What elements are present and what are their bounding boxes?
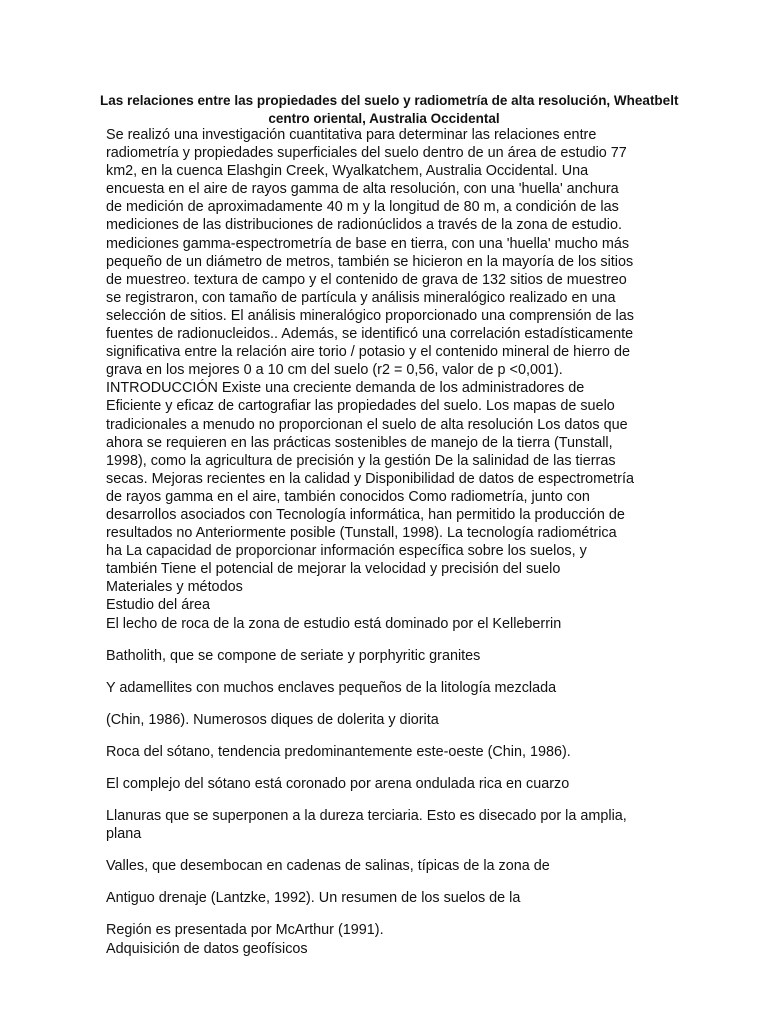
text-line: El lecho de roca de la zona de estudio está dominado por el Kelleberrin — [106, 615, 562, 632]
text-line: (Chin, 1986). Numerosos diques de dolerita y diorita — [106, 711, 439, 728]
text-line: de medición de aproximadamente 40 m y la longitud de 80 m, a condición de las — [106, 199, 619, 216]
text-paragraph — [106, 889, 666, 907]
subsection-heading: Estudio del área — [106, 597, 211, 614]
text-line: Y adamellites con muchos enclaves pequeños de la litología mezclada — [106, 679, 557, 696]
document-title — [100, 92, 679, 128]
text-paragraph — [106, 711, 666, 729]
text-paragraph — [106, 775, 666, 793]
text-line: selección de sitios. El análisis mineralógico proporcionado una comprensión de las — [106, 307, 634, 324]
text-line: plana — [106, 826, 142, 843]
text-line: Batholith, que se compone de seriate y porphyritic granites — [106, 647, 481, 664]
text-line: km2, en la cuenca Elashgin Creek, Wyalkatchem, Australia Occidental. Una — [106, 163, 589, 180]
text-line: INTRODUCCIÓN Existe una creciente demanda de los administradores de — [106, 380, 585, 397]
text-line: significativa entre la relación aire torio / potasio y el contenido mineral de hierro de — [106, 344, 630, 361]
text-paragraph — [106, 807, 666, 843]
text-line: también Tiene el potencial de mejorar la velocidad y precisión del suelo — [106, 561, 561, 578]
text-line: de rayos gamma en el aire, también conocidos Como radiometría, junto con — [106, 488, 590, 505]
text-line: Se realizó una investigación cuantitativa para determinar las relaciones entre — [106, 127, 597, 143]
text-line: El complejo del sótano está coronado por arena ondulada rica en cuarzo — [106, 776, 570, 792]
title-line: Las relaciones entre las propiedades del suelo y radiometría de alta resolución, Wheatbelt — [100, 93, 679, 108]
text-line: ha La capacidad de proporcionar información específica sobre los suelos, y — [106, 543, 587, 560]
text-line: tradicionales a menudo no proporcionan el suelo de alta resolución Los datos que — [106, 416, 628, 433]
document-body — [106, 126, 666, 958]
text-line: 1998), como la agricultura de precisión y la gestión De la salinidad de las tierras — [106, 452, 616, 469]
text-line: secas. Mejoras recientes en la calidad y Disponibilidad de datos de espectrometría — [106, 470, 634, 487]
text-line: Antiguo drenaje (Lantzke, 1992). Un resumen de los suelos de la — [106, 890, 521, 907]
text-line: resultados no Anteriormente posible (Tunstall, 1998). La tecnología radiométrica — [106, 525, 617, 542]
section-heading: Materiales y métodos — [106, 579, 243, 596]
text-line: mediciones de las distribuciones de radionúclidos a través de la zona de estudio. — [106, 217, 622, 234]
section-heading: Adquisición de datos geofísicos — [106, 940, 308, 957]
text-line: grava en los mejores 0 a 10 cm del suelo (r2 = 0,56, valor de p <0,001). — [106, 362, 563, 379]
text-line: se registraron, con tamaño de partícula y análisis mineralógico realizado en una — [106, 289, 616, 306]
text-line: radiometría y propiedades superficiales del suelo dentro de un área de estudio 77 — [106, 145, 627, 162]
abstract-and-introduction — [106, 126, 666, 633]
text-line: Región es presentada por McArthur (1991). — [106, 922, 384, 939]
text-line: de muestreo. textura de campo y el contenido de grava de 132 sitios de muestreo — [106, 271, 627, 288]
text-line: Llanuras que se superponen a la dureza terciaria. Esto es disecado por la amplia, — [106, 808, 627, 825]
text-line: pequeño de un diámetro de metros, también se hicieron en la mayoría de los sitios — [106, 253, 634, 270]
text-paragraph — [106, 679, 666, 697]
text-line: fuentes de radionucleidos.. Además, se identificó una correlación estadísticamente — [106, 326, 634, 343]
text-line: desarrollos asociados con Tecnología informática, han permitido la producción de — [106, 506, 625, 523]
text-line: ahora se requieren en las prácticas sostenibles de manejo de la tierra (Tunstall, — [106, 434, 613, 451]
text-paragraph — [106, 921, 666, 957]
text-line: Eficiente y eficaz de cartografiar las propiedades del suelo. Los mapas de suelo — [106, 398, 615, 415]
text-line: Roca del sótano, tendencia predominantemente este-oeste (Chin, 1986). — [106, 743, 571, 760]
title-line: centro oriental, Australia Occidental — [268, 111, 500, 126]
text-line: mediciones gamma-espectrometría de base en tierra, con una 'huella' mucho más — [106, 235, 630, 252]
text-paragraph — [106, 857, 666, 875]
text-paragraph — [106, 743, 666, 761]
text-line: Valles, que desembocan en cadenas de salinas, típicas de la zona de — [106, 858, 550, 875]
text-line: encuesta en el aire de rayos gamma de alta resolución, con una 'huella' anchura — [106, 181, 619, 198]
text-paragraph — [106, 647, 666, 665]
